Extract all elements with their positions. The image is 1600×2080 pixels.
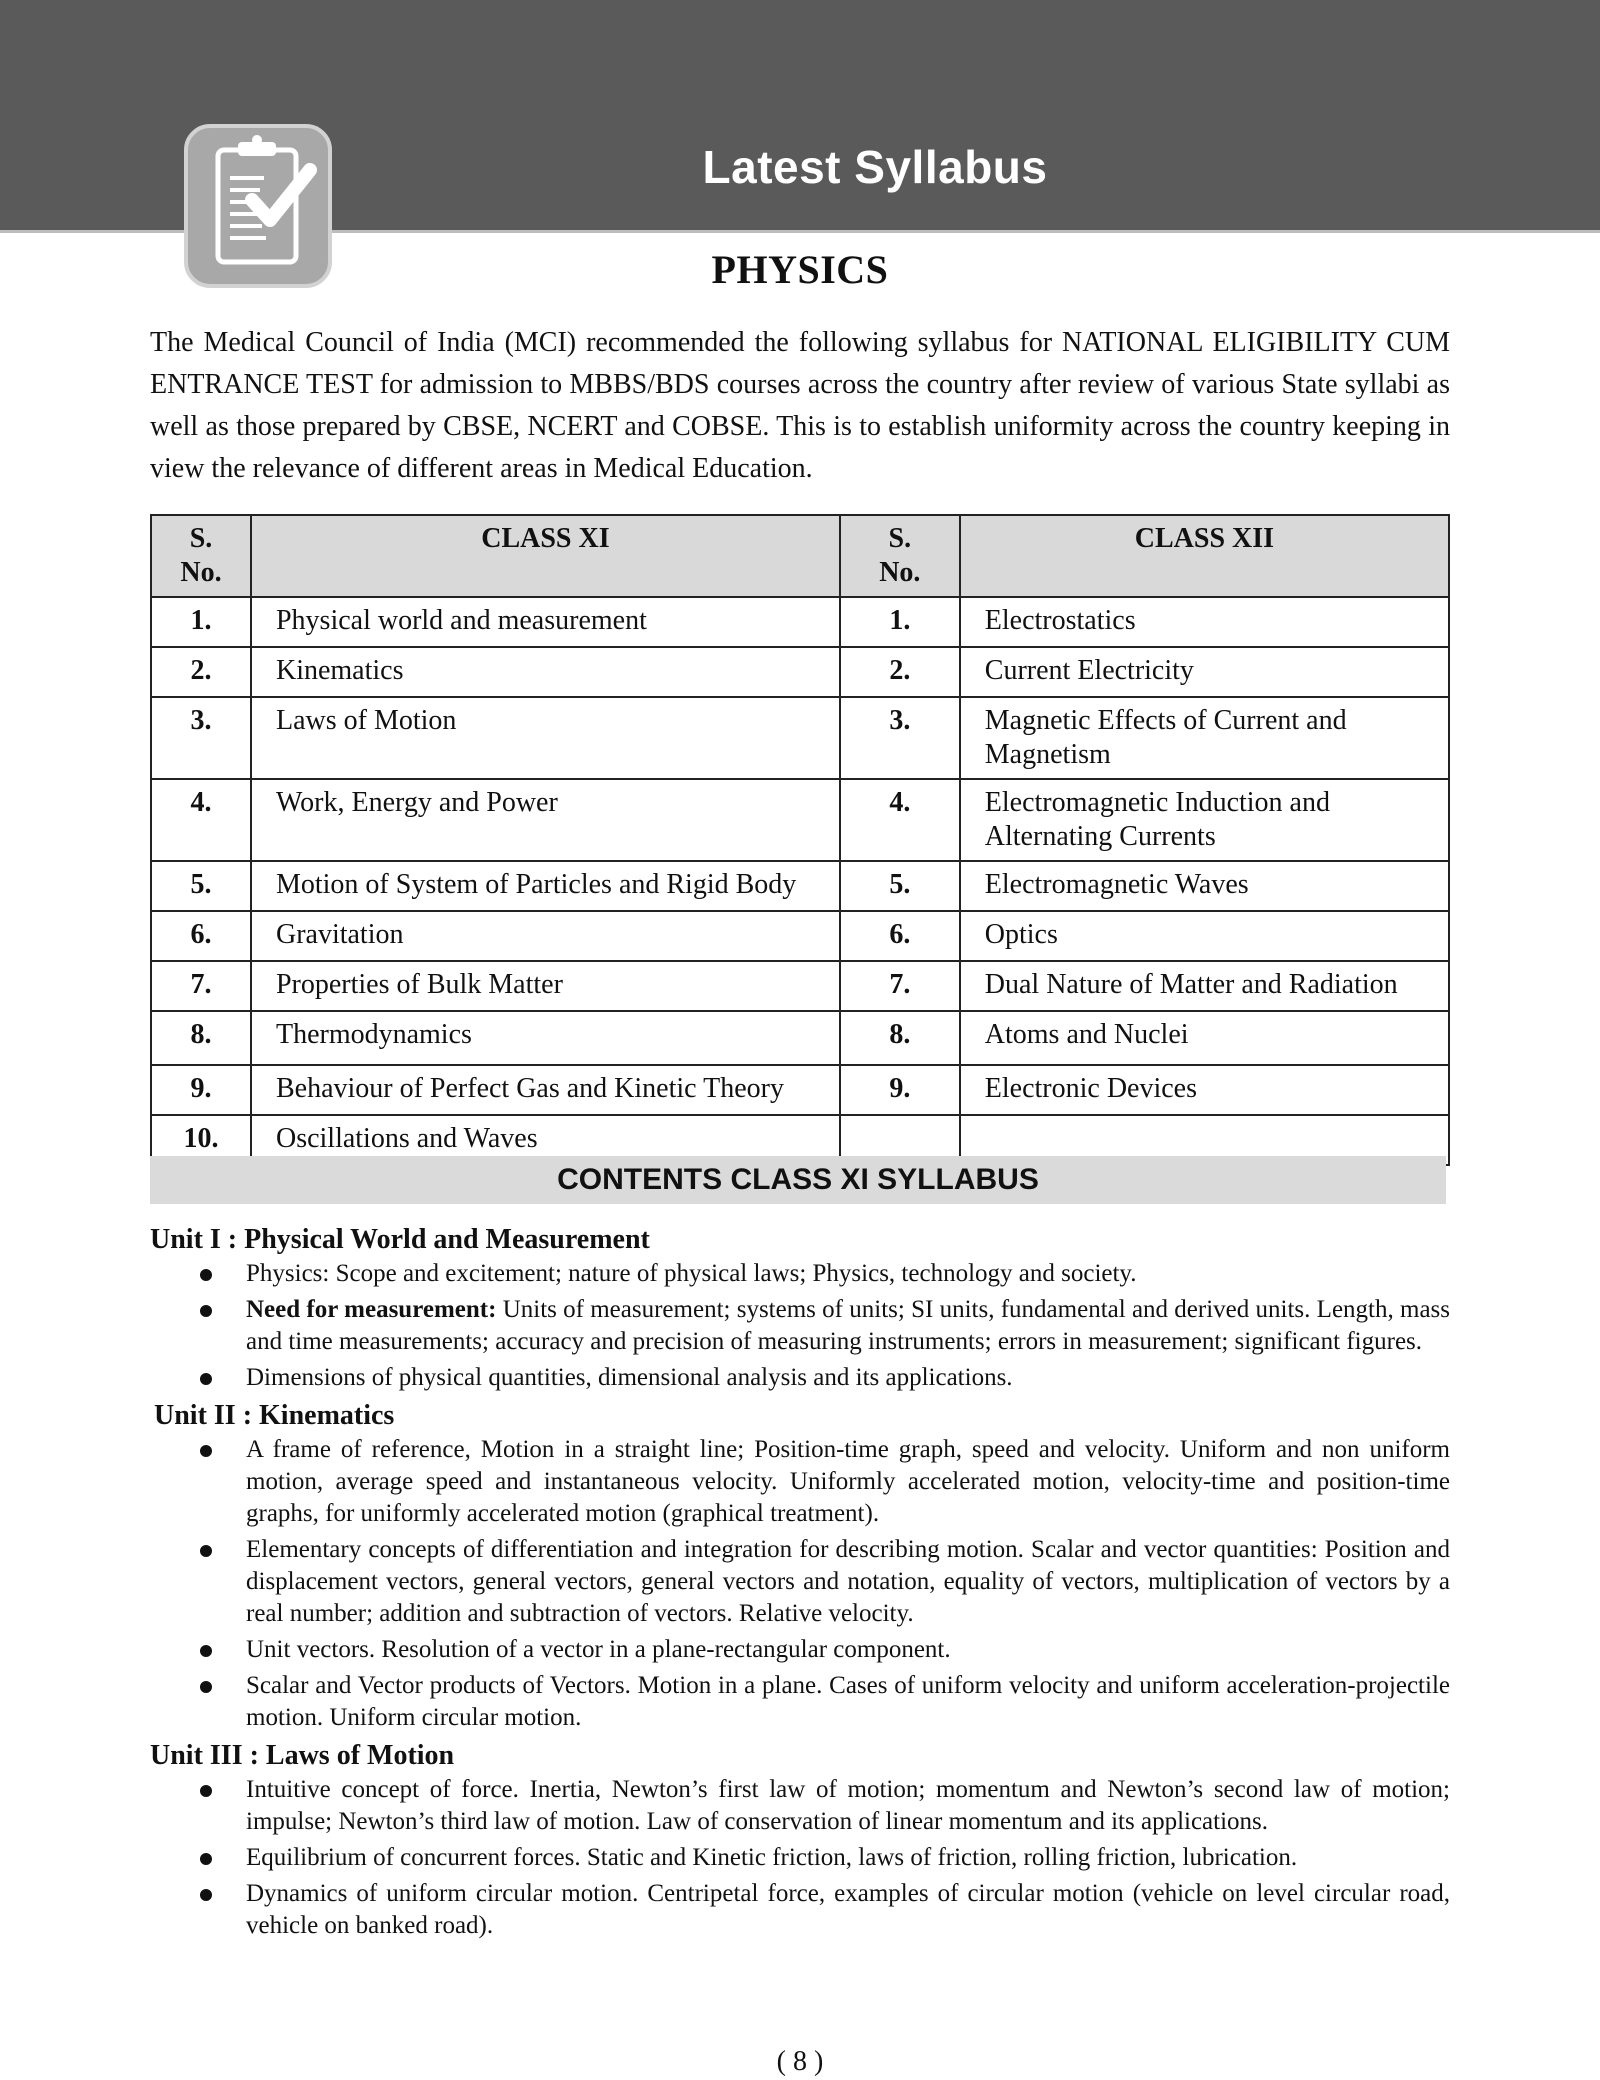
unit-bullet-list (150, 1774, 1450, 1942)
list-item (150, 1294, 1450, 1358)
list-item (150, 1878, 1450, 1942)
topic-cell: Gravitation (251, 911, 840, 961)
topic-cell: Kinematics (251, 647, 840, 697)
header-sno-xii: S. No. (840, 515, 960, 597)
header-class-xii: CLASS XII (960, 515, 1449, 597)
header-sno-xi: S. No. (151, 515, 251, 597)
topic-cell: Electromagnetic Induction and Alternating Currents (960, 779, 1449, 861)
serial-cell: 2. (840, 647, 960, 697)
list-item (150, 1670, 1450, 1734)
serial-cell: 3. (151, 697, 251, 779)
table-row (151, 961, 1449, 1011)
topic-cell: Optics (960, 911, 1449, 961)
serial-cell: 9. (840, 1065, 960, 1115)
table-row (151, 697, 1449, 779)
list-item (150, 1534, 1450, 1630)
topic-cell: Atoms and Nuclei (960, 1011, 1449, 1065)
table-row (151, 1011, 1449, 1065)
topic-cell: Behaviour of Perfect Gas and Kinetic Theory (251, 1065, 840, 1115)
header-class-xi: CLASS XI (251, 515, 840, 597)
units-container (150, 1222, 1450, 1946)
topic-cell: Magnetic Effects of Current and Magnetism (960, 697, 1449, 779)
list-item (150, 1434, 1450, 1530)
unit-title: Unit III : Laws of Motion (150, 1740, 455, 1771)
bullet-text: Dimensions of physical quantities, dimensional analysis and its applications. (246, 1364, 1013, 1391)
serial-cell: 8. (151, 1011, 251, 1065)
serial-cell: 4. (840, 779, 960, 861)
list-item (150, 1842, 1450, 1874)
bullet-text: Intuitive concept of force. Inertia, Newton’s first law of motion; momentum and Newton’s second law of motion; impulse; Newton’s third law of motion. Law of conservation of linear momentum and its applications. (246, 1776, 1450, 1835)
unit-bullet-list (150, 1258, 1450, 1394)
serial-cell: 6. (151, 911, 251, 961)
serial-cell: 1. (151, 597, 251, 647)
table-row (151, 1065, 1449, 1115)
page-number: ( 8 ) (776, 2046, 824, 2077)
topic-cell: Motion of System of Particles and Rigid Body (251, 861, 840, 911)
topic-cell: Electrostatics (960, 597, 1449, 647)
serial-cell: 5. (151, 861, 251, 911)
banner-title: Latest Syllabus (702, 141, 1048, 193)
table-row (151, 597, 1449, 647)
serial-cell: 5. (840, 861, 960, 911)
unit-title: Unit I : Physical World and Measurement (150, 1224, 650, 1255)
serial-cell: 8. (840, 1011, 960, 1065)
serial-cell: 3. (840, 697, 960, 779)
bullet-text: Unit vectors. Resolution of a vector in a plane-rectangular component. (246, 1636, 951, 1663)
serial-cell: 1. (840, 597, 960, 647)
unit-bullet-list (150, 1434, 1450, 1734)
bullet-text: Equilibrium of concurrent forces. Static and Kinetic friction, laws of friction, rolling friction, lubrication. (246, 1844, 1298, 1871)
list-item (150, 1634, 1450, 1666)
topic-cell: Electronic Devices (960, 1065, 1449, 1115)
syllabus-table (150, 514, 1450, 1166)
bullet-lead: Need for measurement: (246, 1296, 497, 1323)
topic-cell: Dual Nature of Matter and Radiation (960, 961, 1449, 1011)
serial-cell: 10. (151, 1115, 251, 1165)
table-header-row (151, 515, 1449, 597)
serial-cell: 2. (151, 647, 251, 697)
bullet-text: A frame of reference, Motion in a straight line; Position-time graph, speed and velocity. Uniform and non uniform motion, average speed and instantaneous velocity. Uniformly accelerated motion, velocity-time and position-time graphs, for uniformly accelerated motion (graphical treatment). (246, 1436, 1450, 1527)
unit-title: Unit II : Kinematics (154, 1400, 395, 1431)
bullet-text: Scalar and Vector products of Vectors. Motion in a plane. Cases of uniform velocity and uniform acceleration-projectile motion. Uniform circular motion. (246, 1672, 1450, 1731)
table-row (151, 779, 1449, 861)
intro-paragraph: The Medical Council of India (MCI) recommended the following syllabus for NATIONAL ELIGIBILITY CUM ENTRANCE TEST for admission to MBBS/BDS courses across the country after review of various State syllabi as well as those prepared by CBSE, NCERT and COBSE. This is to establish uniformity across the country keeping in view the relevance of different areas in Medical Education. (150, 327, 1450, 484)
bullet-text: Dynamics of uniform circular motion. Centripetal force, examples of circular motion (vehicle on level circular road, vehicle on banked road). (246, 1880, 1450, 1939)
subject-title: PHYSICS (711, 247, 889, 292)
topic-cell: Current Electricity (960, 647, 1449, 697)
topic-cell: Electromagnetic Waves (960, 861, 1449, 911)
topic-cell: Laws of Motion (251, 697, 840, 779)
topic-cell: Oscillations and Waves (251, 1115, 840, 1165)
table-row (151, 647, 1449, 697)
topic-cell: Properties of Bulk Matter (251, 961, 840, 1011)
bullet-text: Elementary concepts of differentiation and integration for describing motion. Scalar and vector quantities: Position and displacement vectors, general vectors, general vectors and notation, equality of vectors, multiplication of vectors by a real number; addition and subtraction of vectors. Relative velocity. (246, 1536, 1450, 1627)
section-header: CONTENTS CLASS XI SYLLABUS (150, 1156, 1446, 1204)
bullet-text: Physics: Scope and excitement; nature of physical laws; Physics, technology and society. (246, 1260, 1137, 1287)
serial-cell: 7. (840, 961, 960, 1011)
serial-cell: 6. (840, 911, 960, 961)
list-item (150, 1774, 1450, 1838)
serial-cell: 9. (151, 1065, 251, 1115)
topic-cell: Thermodynamics (251, 1011, 840, 1065)
table-row (151, 861, 1449, 911)
topic-cell: Work, Energy and Power (251, 779, 840, 861)
serial-cell: 4. (151, 779, 251, 861)
topic-cell: Physical world and measurement (251, 597, 840, 647)
table-row (151, 911, 1449, 961)
serial-cell: 7. (151, 961, 251, 1011)
bullet-text: Units of measurement; systems of units; SI units, fundamental and derived units. Length, mass and time measurements; accuracy and precision of measuring instruments; errors in measurement; significant figures. (246, 1296, 1451, 1355)
list-item (150, 1258, 1450, 1290)
list-item (150, 1362, 1450, 1394)
